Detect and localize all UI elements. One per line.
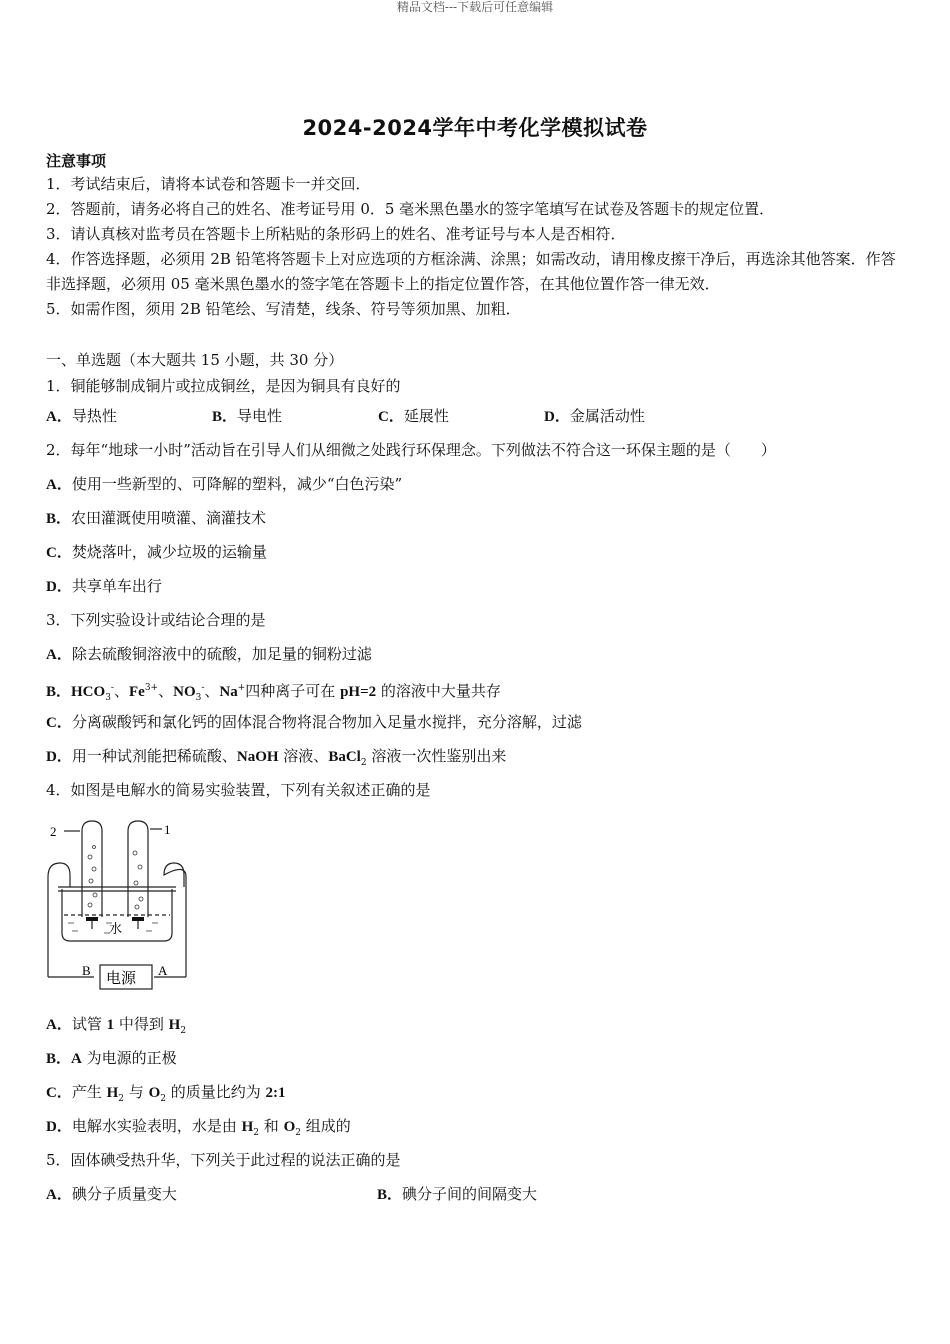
question-4-stem: 4．如图是电解水的简易实验装置，下列有关叙述正确的是 [46, 781, 431, 799]
question-2-stem: 2．每年“地球一小时”活动旨在引导人们从细微之处践行环保理念。下列做法不符合这一环保主题的是（ ） [46, 441, 776, 459]
q2-option-b: B．农田灌溉使用喷灌、滴灌技术 [46, 509, 267, 527]
q4-option-a: A．试管 1 中得到 $H_2$ [46, 1015, 187, 1036]
notice-item-4: 4．作答选择题，必须用 2B 铅笔将答题卡上对应选项的方框涂满、涂黑；如需改动，请用橡皮擦干净后，再选涂其他答案．作答非选择题，必须用 05 毫米黑色墨水的签字笔在答题卡上的指定位置作答，在其他位置作答一律无效． [46, 250, 896, 293]
page-title: 2024-2024学年中考化学模拟试卷 [302, 116, 648, 140]
notice-item-2: 2．答题前，请务必将自己的姓名、准考证号用 0．5 毫米黑色墨水的签字笔填写在试卷及答题卡的规定位置． [46, 200, 775, 218]
q4-option-c: C．产生 $H_2$ 与 $O_2$ 的质量比约为 2:1 [46, 1083, 286, 1104]
notice-item-5: 5．如需作图，须用 2B 铅笔绘、写清楚，线条、符号等须加黑、加粗． [46, 300, 521, 318]
power-source-label: 电源 [106, 969, 137, 987]
tube-label-2: 2 [50, 824, 57, 839]
question-5-options [46, 1177, 906, 1211]
q1-option-c: C．延展性 [378, 407, 449, 425]
question-3-stem: 3．下列实验设计或结论合理的是 [46, 611, 266, 629]
question-1-options [46, 399, 906, 433]
electrolysis-diagram [46, 807, 906, 1007]
q4-option-b: B．A 为电源的正极 [46, 1049, 177, 1067]
q3-option-d: D．用一种试剂能把稀硫酸、NaOH 溶液、BaCl$_2$ 溶液一次性鉴别出来 [46, 747, 507, 768]
terminal-label-a: A [158, 963, 168, 978]
terminal-label-b: B [82, 963, 91, 978]
q5-option-b: B．碘分子间的间隔变大 [377, 1185, 538, 1203]
q2-option-d: D．共享单车出行 [46, 577, 162, 595]
q3-option-b: B．$HCO_3^-$、$Fe^{3+}$、$NO_3^-$、Na+四种离子可在 pH=2 的溶液中大量共存 [46, 682, 501, 703]
q1-option-d: D．金属活动性 [544, 407, 645, 425]
q2-option-c: C．焚烧落叶，减少垃圾的运输量 [46, 543, 267, 561]
notice-item-1: 1．考试结束后，请将本试卷和答题卡一并交回． [46, 175, 371, 193]
q1-option-a: A．导热性 [46, 407, 117, 425]
water-label: 水 [109, 922, 123, 937]
electrolysis-apparatus-figure [46, 817, 206, 997]
q1-option-b: B．导电性 [212, 407, 283, 425]
exam-content [46, 150, 906, 1211]
question-5-stem: 5．固体碘受热升华，下列关于此过程的说法正确的是 [46, 1151, 401, 1169]
section-heading: 一、单选题（本大题共 15 小题，共 30 分） [46, 351, 344, 369]
q3-option-a: A．除去硫酸铜溶液中的硫酸，加足量的铜粉过滤 [46, 645, 372, 663]
tube-label-1: 1 [164, 822, 171, 837]
header-note: 精品文档---下载后可任意编辑 [396, 0, 554, 14]
q2-option-a: A．使用一些新型的、可降解的塑料，减少“白色污染” [46, 475, 403, 493]
question-1-stem: 1．铜能够制成铜片或拉成铜丝，是因为铜具有良好的 [46, 377, 401, 395]
notice-heading: 注意事项 [46, 152, 107, 170]
q5-option-a: A．碘分子质量变大 [46, 1185, 177, 1203]
q3-option-c: C．分离碳酸钙和氯化钙的固体混合物将混合物加入足量水搅拌，充分溶解，过滤 [46, 713, 582, 731]
q4-option-d: D．电解水实验表明，水是由 $H_2$ 和 $O_2$ 组成的 [46, 1117, 351, 1138]
notice-item-3: 3．请认真核对监考员在答题卡上所粘贴的条形码上的姓名、准考证号与本人是否相符． [46, 225, 626, 243]
